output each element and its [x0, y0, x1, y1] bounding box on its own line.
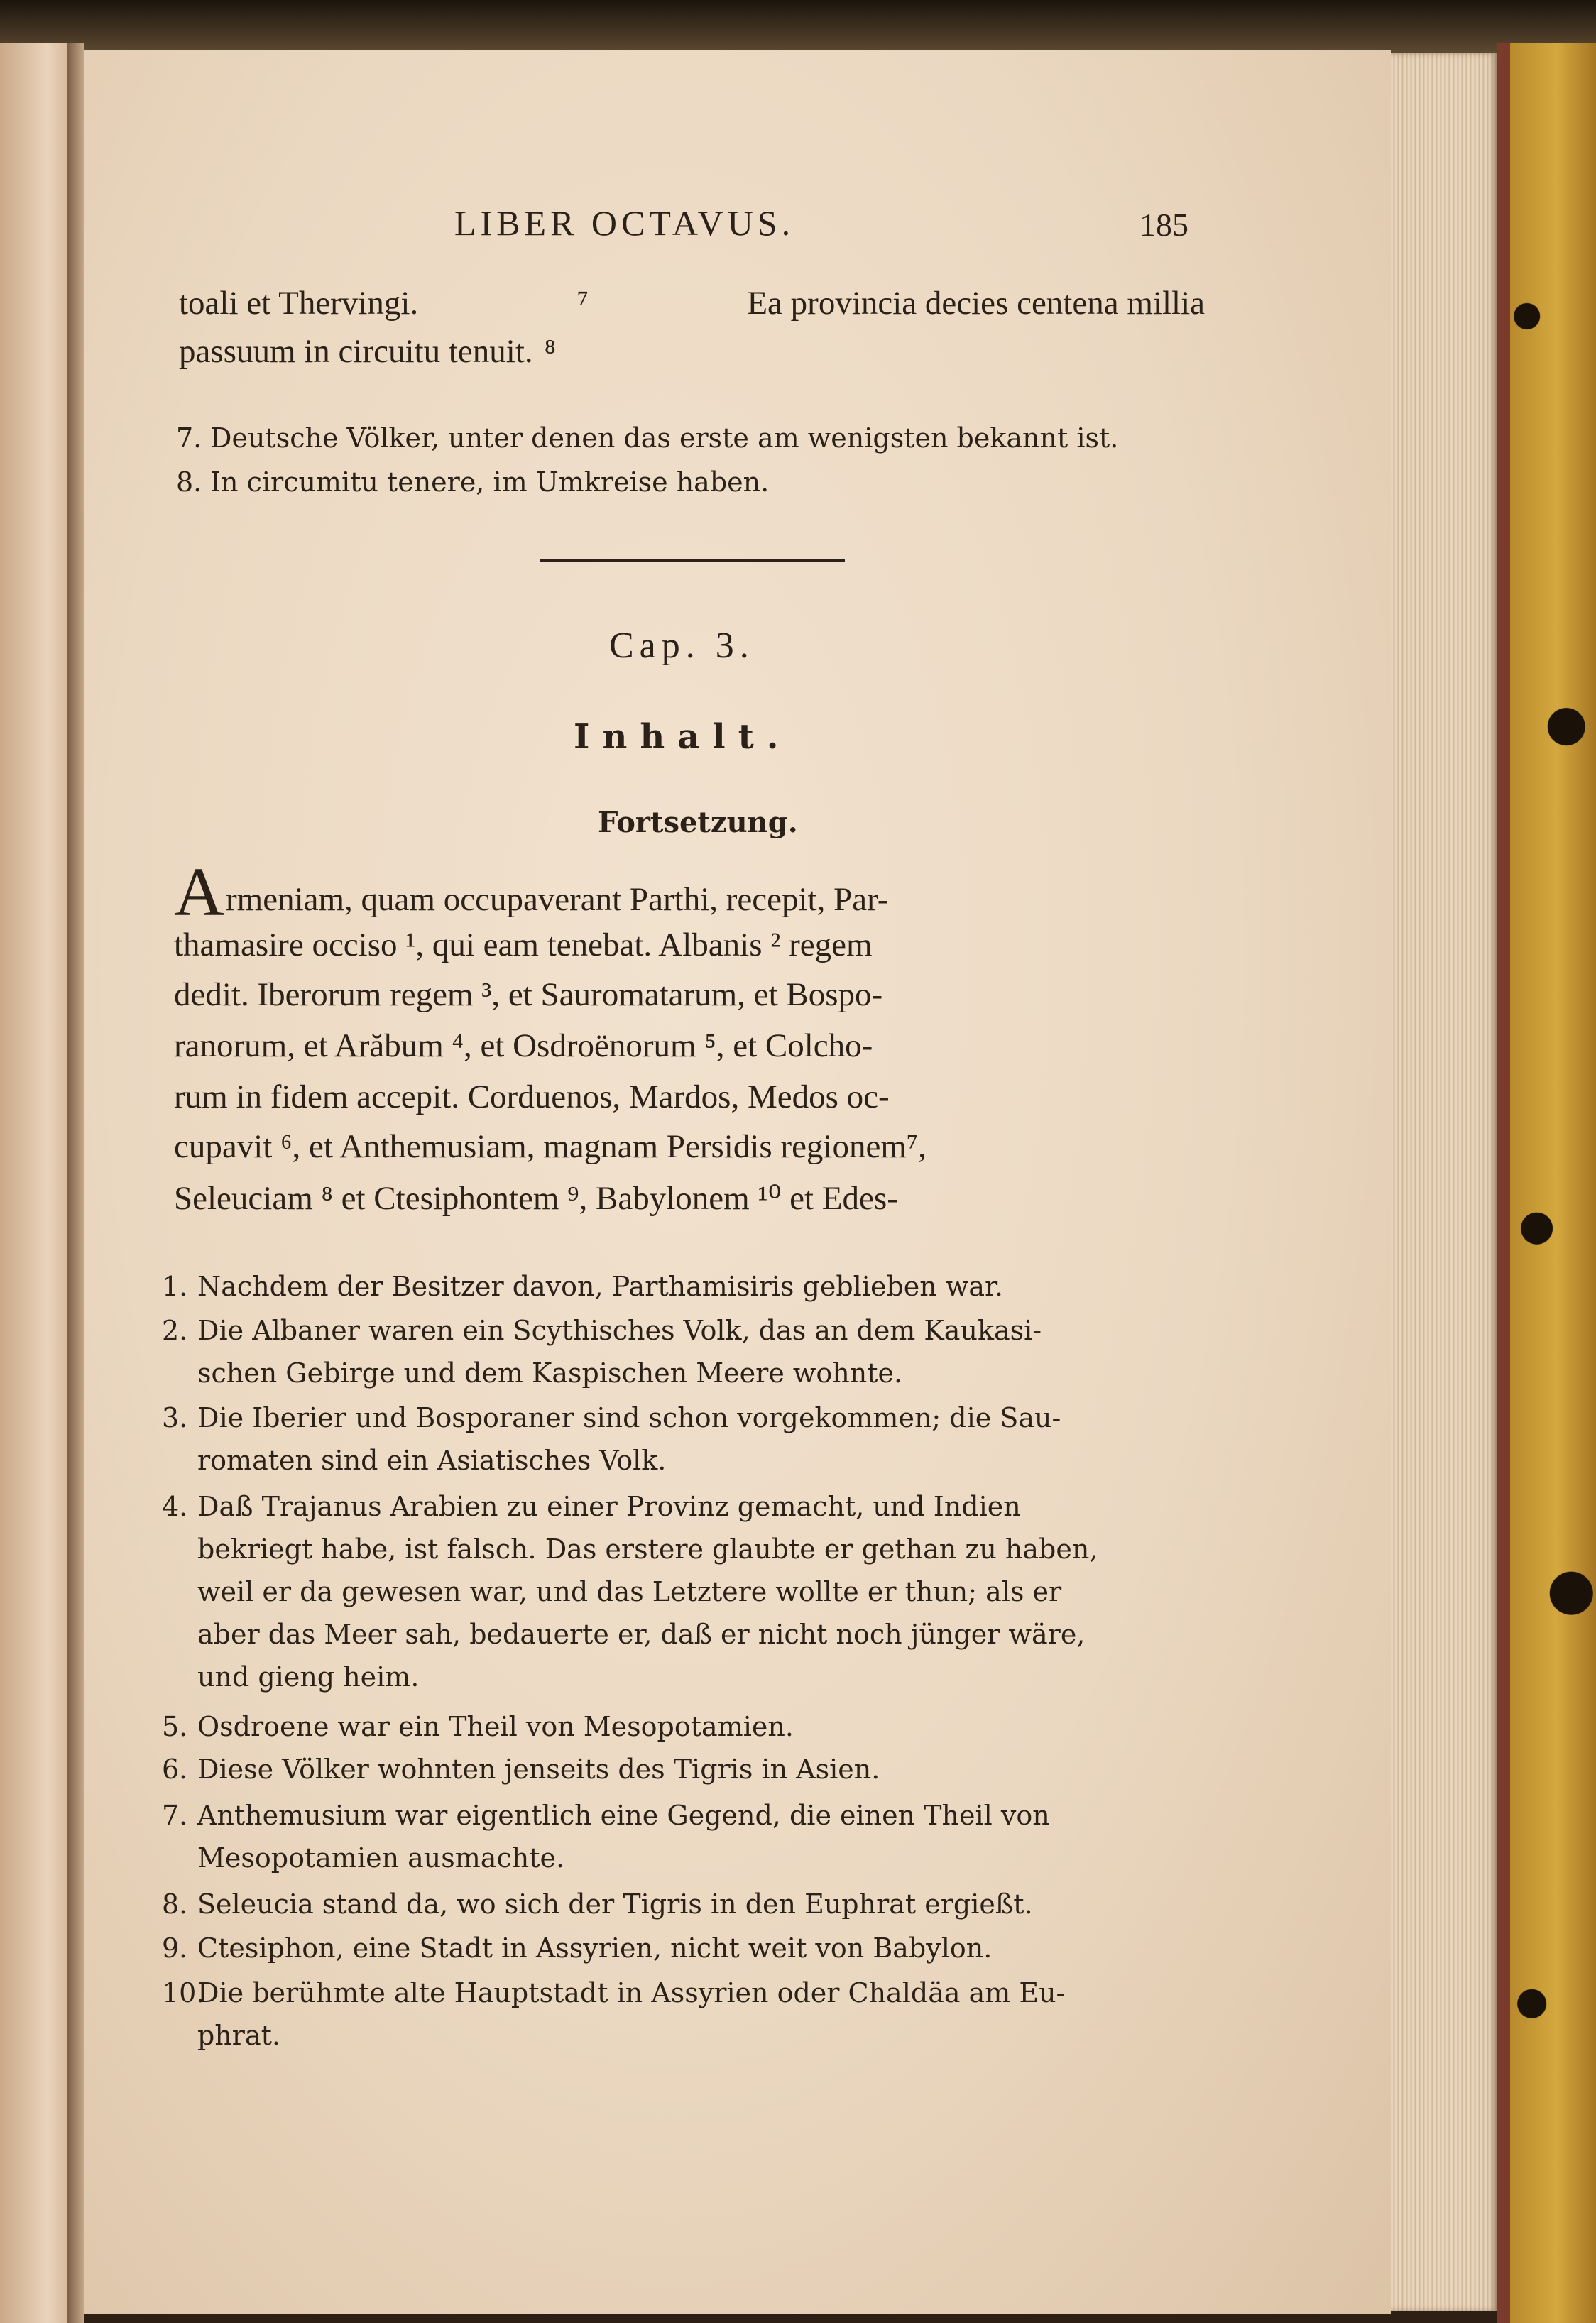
footnote-continuation: aber das Meer sah, bedauerte er, daß er nicht noch jünger wäre,	[197, 1619, 1086, 1650]
body-line: ranorum, et Arăbum ⁴, et Osdroënorum ⁵, et Colcho-	[174, 1027, 873, 1064]
section-divider	[540, 559, 845, 562]
footnote: 2. Die Albaner waren ein Scythisches Volk, das an dem Kaukasi-	[162, 1315, 1042, 1346]
chapter-heading: Cap. 3.	[609, 625, 755, 666]
running-header-title: LIBER OCTAVUS.	[454, 203, 795, 243]
footnote: 6. Diese Völker wohnten jenseits des Tigris in Asien.	[162, 1754, 880, 1785]
book-gutter	[67, 43, 84, 2323]
footnote: 5. Osdroene war ein Theil von Mesopotamien.	[162, 1711, 794, 1742]
footnote-continuation: bekriegt habe, ist falsch. Das erstere glaubte er gethan zu haben,	[197, 1534, 1098, 1565]
left-page-edge	[0, 43, 69, 2323]
body-line: thamasire occiso ¹, qui eam tenebat. Albanis ² regem	[174, 927, 873, 963]
footnote-continuation: schen Gebirge und dem Kaspischen Meere wohnte.	[197, 1357, 903, 1389]
marbled-cover	[1497, 43, 1596, 2323]
body-line: dedit. Iberorum regem ³, et Sauromatarum, et Bospo-	[174, 976, 883, 1013]
latin-line: passuum in circuitu tenuit. ⁸	[179, 333, 557, 370]
footnote: 7. Deutsche Völker, unter denen das erste am wenigsten bekannt ist.	[176, 422, 1119, 454]
body-line: Seleuciam ⁸ et Ctesiphontem ⁹, Babylonem ¹⁰ et Edes-	[174, 1180, 898, 1217]
body-line: rmeniam, quam occupaverant Parthi, recepit, Par-	[226, 881, 889, 918]
footnote-continuation: und gieng heim.	[197, 1661, 420, 1693]
footnote: 1. Nachdem der Besitzer davon, Parthamisiris geblieben war.	[162, 1271, 1004, 1302]
footnote: 4. Daß Trajanus Arabien zu einer Provinz gemacht, und Indien	[162, 1491, 1021, 1522]
footnote-continuation: weil er da gewesen war, und das Letztere wollte er thun; als er	[197, 1576, 1062, 1607]
body-line: rum in fidem accepit. Corduenos, Mardos, Medos oc-	[174, 1078, 890, 1115]
latin-line: toali et Thervingi. ⁷ Ea provincia decies centena millia	[179, 285, 1205, 322]
footnote: 10. Die berühmte alte Hauptstadt in Assyrien oder Chaldäa am Eu-	[162, 1977, 1066, 2008]
footnote-continuation: romaten sind ein Asiatisches Volk.	[197, 1445, 667, 1476]
footnote: 8. Seleucia stand da, wo sich der Tigris in den Euphrat ergießt.	[162, 1889, 1033, 1920]
footnote: 9. Ctesiphon, eine Stadt in Assyrien, nicht weit von Babylon.	[162, 1933, 993, 1964]
footnote: 3. Die Iberier und Bosporaner sind schon vorgekommen; die Sau-	[162, 1402, 1061, 1433]
drop-capital: A	[174, 854, 224, 931]
body-line: cupavit ⁶, et Anthemusiam, magnam Persidis regionem⁷,	[174, 1128, 927, 1165]
footnote: 8. In circumitu tenere, im Umkreise haben.	[176, 466, 770, 498]
chapter-subheading: Inhalt.	[574, 717, 792, 757]
footnote: 7. Anthemusium war eigentlich eine Gegend, die einen Theil von	[162, 1800, 1050, 1831]
footnote-continuation: Mesopotamien ausmachte.	[197, 1842, 565, 1874]
chapter-summary: Fortsetzung.	[598, 806, 798, 839]
page-number: 185	[1139, 207, 1188, 243]
page-edges	[1391, 53, 1497, 2311]
footnote-continuation: phrat.	[197, 2020, 280, 2051]
